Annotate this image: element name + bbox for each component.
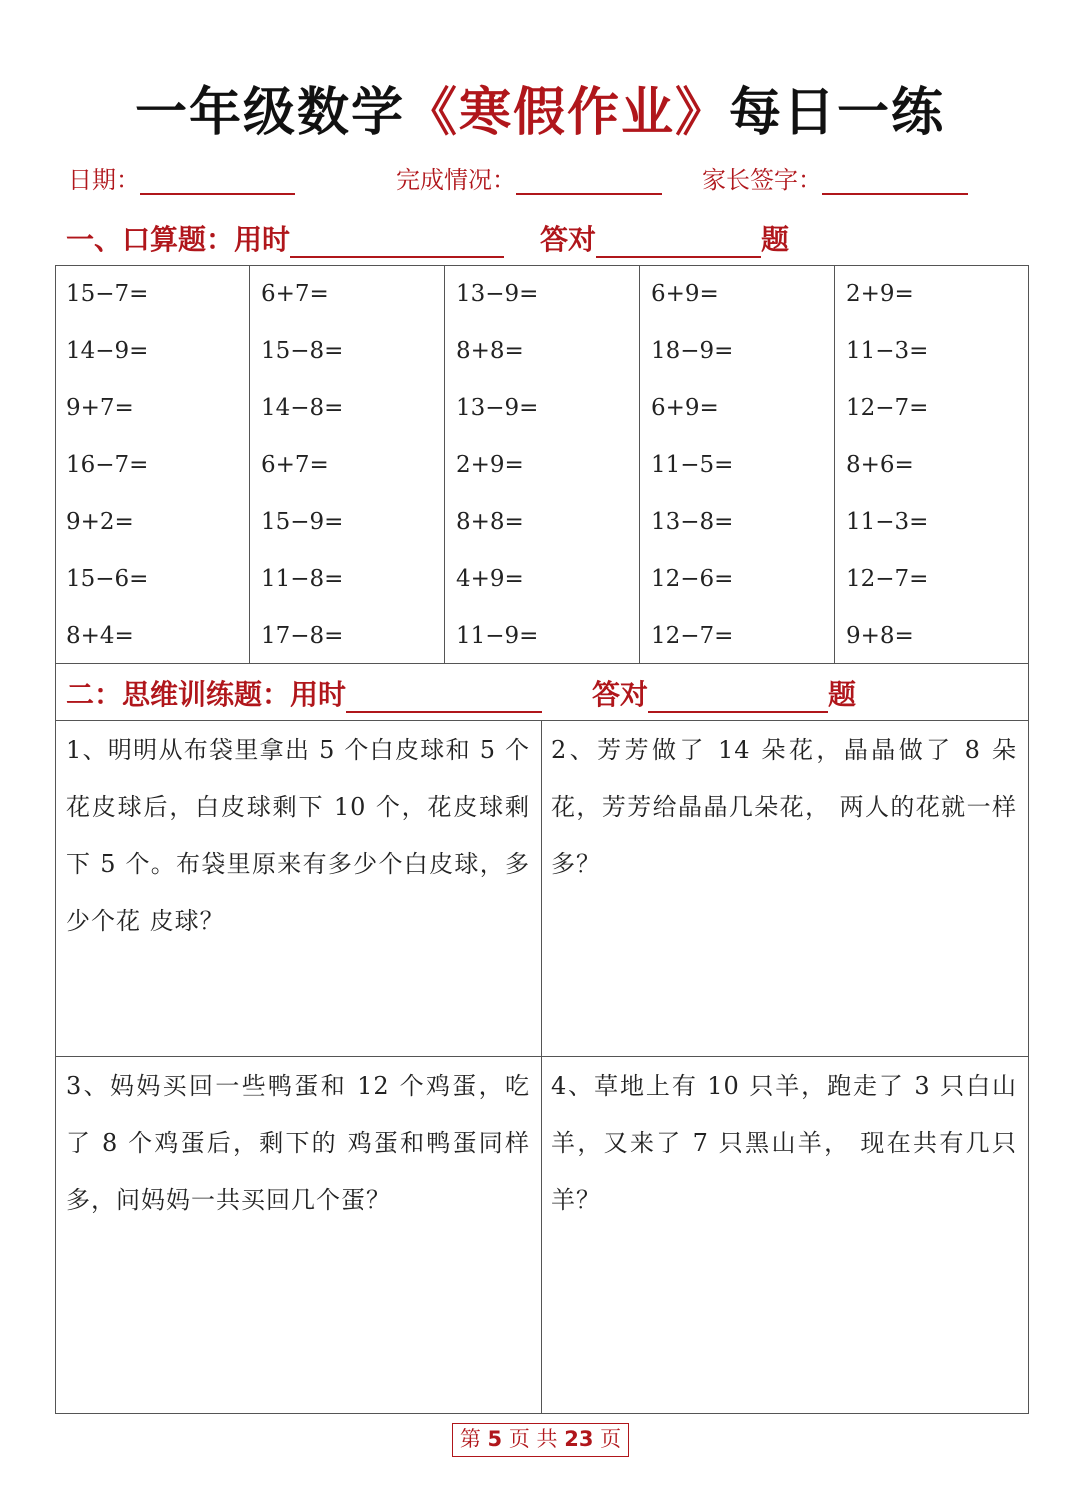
calc-item: 11−3= xyxy=(846,509,929,535)
calc-item: 11−9= xyxy=(456,623,539,649)
calc-item: 11−3= xyxy=(846,338,929,364)
divider xyxy=(55,663,1029,664)
calc-item: 16−7= xyxy=(66,452,149,478)
section1-title: 一、口算题：用时 xyxy=(66,223,291,256)
completion-field xyxy=(396,160,662,195)
completion-line[interactable] xyxy=(516,167,662,195)
calc-item: 8+4= xyxy=(66,623,134,649)
calc-item: 13−8= xyxy=(651,509,734,535)
footer-suffix: 页 xyxy=(600,1427,622,1451)
calc-item: 14−9= xyxy=(66,338,149,364)
problem-4: 4、草地上有 10 只羊，跑走了 3 只白山羊，又来了 7 只黑山羊， 现在共有几只羊？ xyxy=(551,1072,1017,1214)
calc-column xyxy=(55,265,250,664)
calc-item: 13−9= xyxy=(456,395,539,421)
calc-item: 2+9= xyxy=(846,281,914,307)
completion-label: 完成情况： xyxy=(396,166,516,194)
divider xyxy=(55,1056,1029,1057)
footer-middle: 页 共 xyxy=(508,1427,558,1451)
calc-item: 4+9= xyxy=(456,566,524,592)
calc-item: 6+7= xyxy=(261,281,329,307)
section2-correct-label: 答对 xyxy=(592,678,649,711)
date-field xyxy=(68,160,295,195)
calc-item: 12−7= xyxy=(846,566,929,592)
calc-item: 11−8= xyxy=(261,566,344,592)
section1-correct-label: 答对 xyxy=(540,223,597,256)
calc-column xyxy=(250,265,445,664)
section1-correct-line[interactable] xyxy=(596,226,761,258)
calc-item: 9+7= xyxy=(66,395,134,421)
title-part3: 每日一练 xyxy=(729,83,946,143)
date-label: 日期： xyxy=(68,166,140,194)
date-line[interactable] xyxy=(140,167,295,195)
calc-item: 14−8= xyxy=(261,395,344,421)
calc-item: 6+9= xyxy=(651,281,719,307)
problem-1: 1、明明从布袋里拿出 5 个白皮球和 5 个花皮球后，白皮球剩下 10 个，花皮球剩下 5 个。布袋里原来有多少个白皮球，多少个花 皮球？ xyxy=(66,736,530,935)
calc-column xyxy=(835,265,1029,664)
calc-column xyxy=(640,265,835,664)
section1-unit: 题 xyxy=(761,223,790,256)
oral-calc-grid xyxy=(55,265,1029,664)
calc-item: 12−6= xyxy=(651,566,734,592)
footer-prefix: 第 xyxy=(459,1427,481,1451)
divider xyxy=(541,720,542,1413)
problem-2: 2、芳芳做了 14 朵花，晶晶做了 8 朵花，芳芳给晶晶几朵花， 两人的花就一样多？ xyxy=(551,736,1017,878)
calc-item: 8+6= xyxy=(846,452,914,478)
calc-item: 15−8= xyxy=(261,338,344,364)
calc-item: 6+7= xyxy=(261,452,329,478)
calc-item: 15−6= xyxy=(66,566,149,592)
current-page: 5 xyxy=(487,1427,503,1451)
section2-time-line[interactable] xyxy=(346,681,542,713)
calc-item: 9+2= xyxy=(66,509,134,535)
calc-item: 13−9= xyxy=(456,281,539,307)
parent-sign-label: 家长签字： xyxy=(702,166,822,194)
section2-unit: 题 xyxy=(828,678,857,711)
calc-item: 6+9= xyxy=(651,395,719,421)
section1-heading xyxy=(66,218,789,258)
page-title xyxy=(0,70,1080,145)
calc-item: 15−9= xyxy=(261,509,344,535)
title-part2: 《寒假作业》 xyxy=(404,83,729,143)
calc-item: 2+9= xyxy=(456,452,524,478)
parent-sign-field xyxy=(702,160,968,195)
calc-item: 9+8= xyxy=(846,623,914,649)
calc-item: 12−7= xyxy=(846,395,929,421)
title-part1: 一年级数学 xyxy=(134,83,405,143)
section2-title: 二：思维训练题：用时 xyxy=(66,678,347,711)
calc-column xyxy=(445,265,640,664)
calc-item: 17−8= xyxy=(261,623,344,649)
page-indicator xyxy=(452,1423,629,1457)
problem-3: 3、妈妈买回一些鸭蛋和 12 个鸡蛋，吃了 8 个鸡蛋后，剩下的 鸡蛋和鸭蛋同样多，问妈妈一共买回几个蛋？ xyxy=(66,1072,530,1214)
divider xyxy=(55,720,1029,721)
parent-sign-line[interactable] xyxy=(822,167,968,195)
calc-item: 18−9= xyxy=(651,338,734,364)
meta-row xyxy=(0,160,1080,200)
total-pages: 23 xyxy=(564,1427,594,1451)
section1-time-line[interactable] xyxy=(290,226,504,258)
calc-item: 8+8= xyxy=(456,338,524,364)
calc-item: 8+8= xyxy=(456,509,524,535)
calc-item: 15−7= xyxy=(66,281,149,307)
calc-item: 11−5= xyxy=(651,452,734,478)
calc-item: 12−7= xyxy=(651,623,734,649)
section2-correct-line[interactable] xyxy=(648,681,828,713)
section2-heading xyxy=(66,673,856,713)
